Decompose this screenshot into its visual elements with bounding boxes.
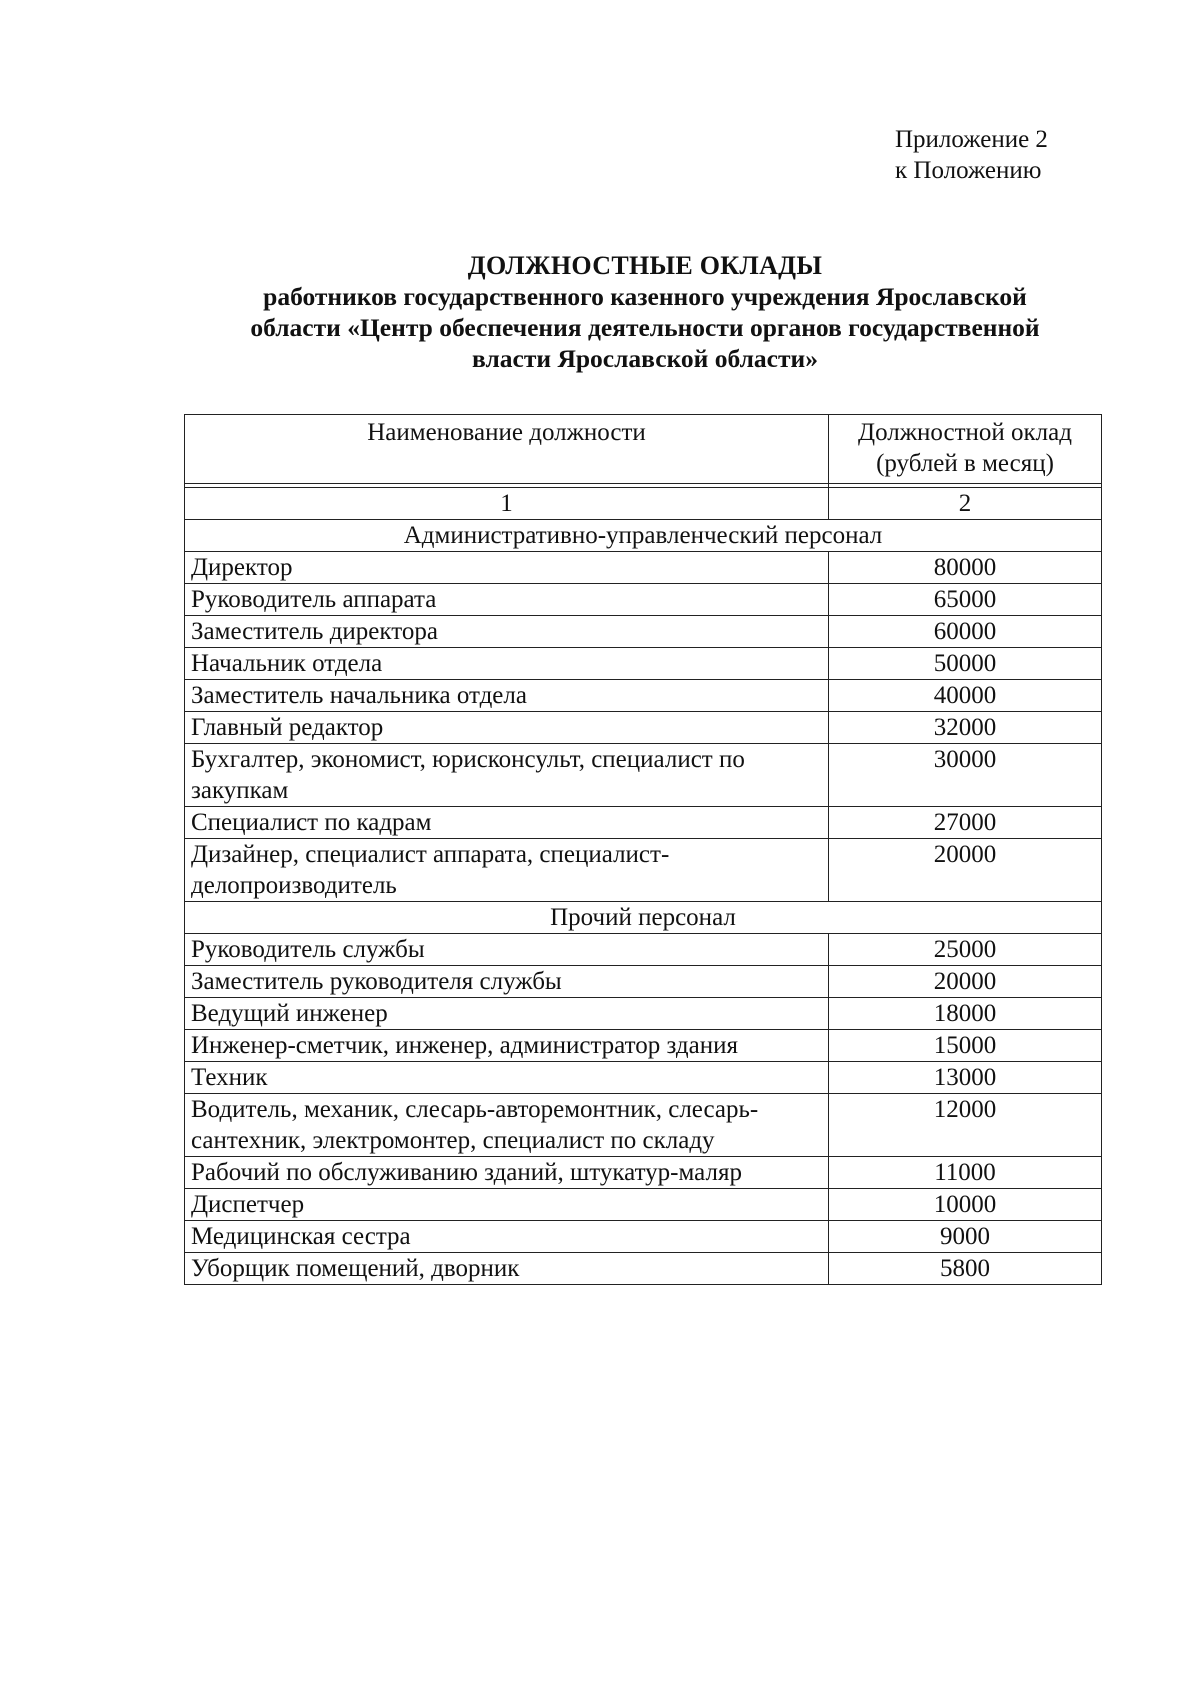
table-row <box>185 1157 1102 1189</box>
salary-amount: 30000 <box>829 744 1102 807</box>
position-name: Инженер-сметчик, инженер, администратор здания <box>185 1030 829 1062</box>
table-row <box>185 1062 1102 1094</box>
section-header-row <box>185 902 1102 934</box>
salary-table <box>184 414 1102 1285</box>
table-row <box>185 1189 1102 1221</box>
table-row <box>185 648 1102 680</box>
document-title: ДОЛЖНОСТНЫЕ ОКЛАДЫ <box>467 251 823 280</box>
table-row <box>185 552 1102 584</box>
table-row <box>185 616 1102 648</box>
table-row <box>185 1094 1102 1157</box>
salary-amount: 5800 <box>829 1253 1102 1285</box>
position-name: Директор <box>185 552 829 584</box>
position-name: Руководитель аппарата <box>185 584 829 616</box>
position-name: Бухгалтер, экономист, юрисконсульт, специалист по закупкам <box>185 744 829 807</box>
position-name: Уборщик помещений, дворник <box>185 1253 829 1285</box>
position-name: Ведущий инженер <box>185 998 829 1030</box>
column-number-1: 1 <box>185 488 829 520</box>
salary-amount: 27000 <box>829 807 1102 839</box>
position-name: Начальник отдела <box>185 648 829 680</box>
document-subtitle-line-3: власти Ярославской области» <box>472 344 818 373</box>
table-row <box>185 680 1102 712</box>
table-row <box>185 1221 1102 1253</box>
table-row <box>185 744 1102 807</box>
salary-amount: 80000 <box>829 552 1102 584</box>
salary-amount: 9000 <box>829 1221 1102 1253</box>
salary-amount: 13000 <box>829 1062 1102 1094</box>
header-salary <box>829 415 1102 484</box>
salary-amount: 25000 <box>829 934 1102 966</box>
document-subtitle-line-1: работников государственного казенного учреждения Ярославской <box>263 282 1027 311</box>
table-row <box>185 807 1102 839</box>
position-name: Диспетчер <box>185 1189 829 1221</box>
annex-line-1: Приложение 2 <box>895 126 1048 153</box>
position-name: Специалист по кадрам <box>185 807 829 839</box>
salary-amount: 60000 <box>829 616 1102 648</box>
salary-amount: 18000 <box>829 998 1102 1030</box>
table-row <box>185 966 1102 998</box>
annex-line-2: к Положению <box>895 157 1042 184</box>
table-row <box>185 839 1102 902</box>
salary-amount: 50000 <box>829 648 1102 680</box>
header-position-name: Наименование должности <box>185 415 829 484</box>
salary-amount: 11000 <box>829 1157 1102 1189</box>
position-name: Рабочий по обслуживанию зданий, штукатур-маляр <box>185 1157 829 1189</box>
document-subtitle-line-2: области «Центр обеспечения деятельности органов государственной <box>250 313 1040 342</box>
header-salary-line-2: (рублей в месяц) <box>876 450 1054 477</box>
position-name: Главный редактор <box>185 712 829 744</box>
salary-amount: 65000 <box>829 584 1102 616</box>
salary-amount: 40000 <box>829 680 1102 712</box>
position-name: Заместитель начальника отдела <box>185 680 829 712</box>
header-salary-line-1: Должностной оклад <box>858 419 1072 446</box>
table-row <box>185 1030 1102 1062</box>
salary-amount: 20000 <box>829 966 1102 998</box>
section-header-row <box>185 520 1102 552</box>
salary-amount: 12000 <box>829 1094 1102 1157</box>
salary-amount: 20000 <box>829 839 1102 902</box>
position-name: Техник <box>185 1062 829 1094</box>
section-title: Прочий персонал <box>185 902 1102 934</box>
table-row <box>185 998 1102 1030</box>
position-name: Заместитель директора <box>185 616 829 648</box>
salary-amount: 15000 <box>829 1030 1102 1062</box>
column-number-row <box>185 488 1102 520</box>
position-name: Заместитель руководителя службы <box>185 966 829 998</box>
table-header-row <box>185 415 1102 484</box>
annex-reference <box>895 124 1048 186</box>
table-row <box>185 1253 1102 1285</box>
section-title: Административно-управленческий персонал <box>185 520 1102 552</box>
position-name: Медицинская сестра <box>185 1221 829 1253</box>
table-row <box>185 584 1102 616</box>
document-title-block <box>180 250 1110 374</box>
position-name: Водитель, механик, слесарь-авторемонтник, слесарь-сантехник, электромонтер, специалист по складу <box>185 1094 829 1157</box>
table-row <box>185 712 1102 744</box>
salary-amount: 32000 <box>829 712 1102 744</box>
column-number-2: 2 <box>829 488 1102 520</box>
salary-amount: 10000 <box>829 1189 1102 1221</box>
table-row <box>185 934 1102 966</box>
position-name: Дизайнер, специалист аппарата, специалист-делопроизводитель <box>185 839 829 902</box>
position-name: Руководитель службы <box>185 934 829 966</box>
